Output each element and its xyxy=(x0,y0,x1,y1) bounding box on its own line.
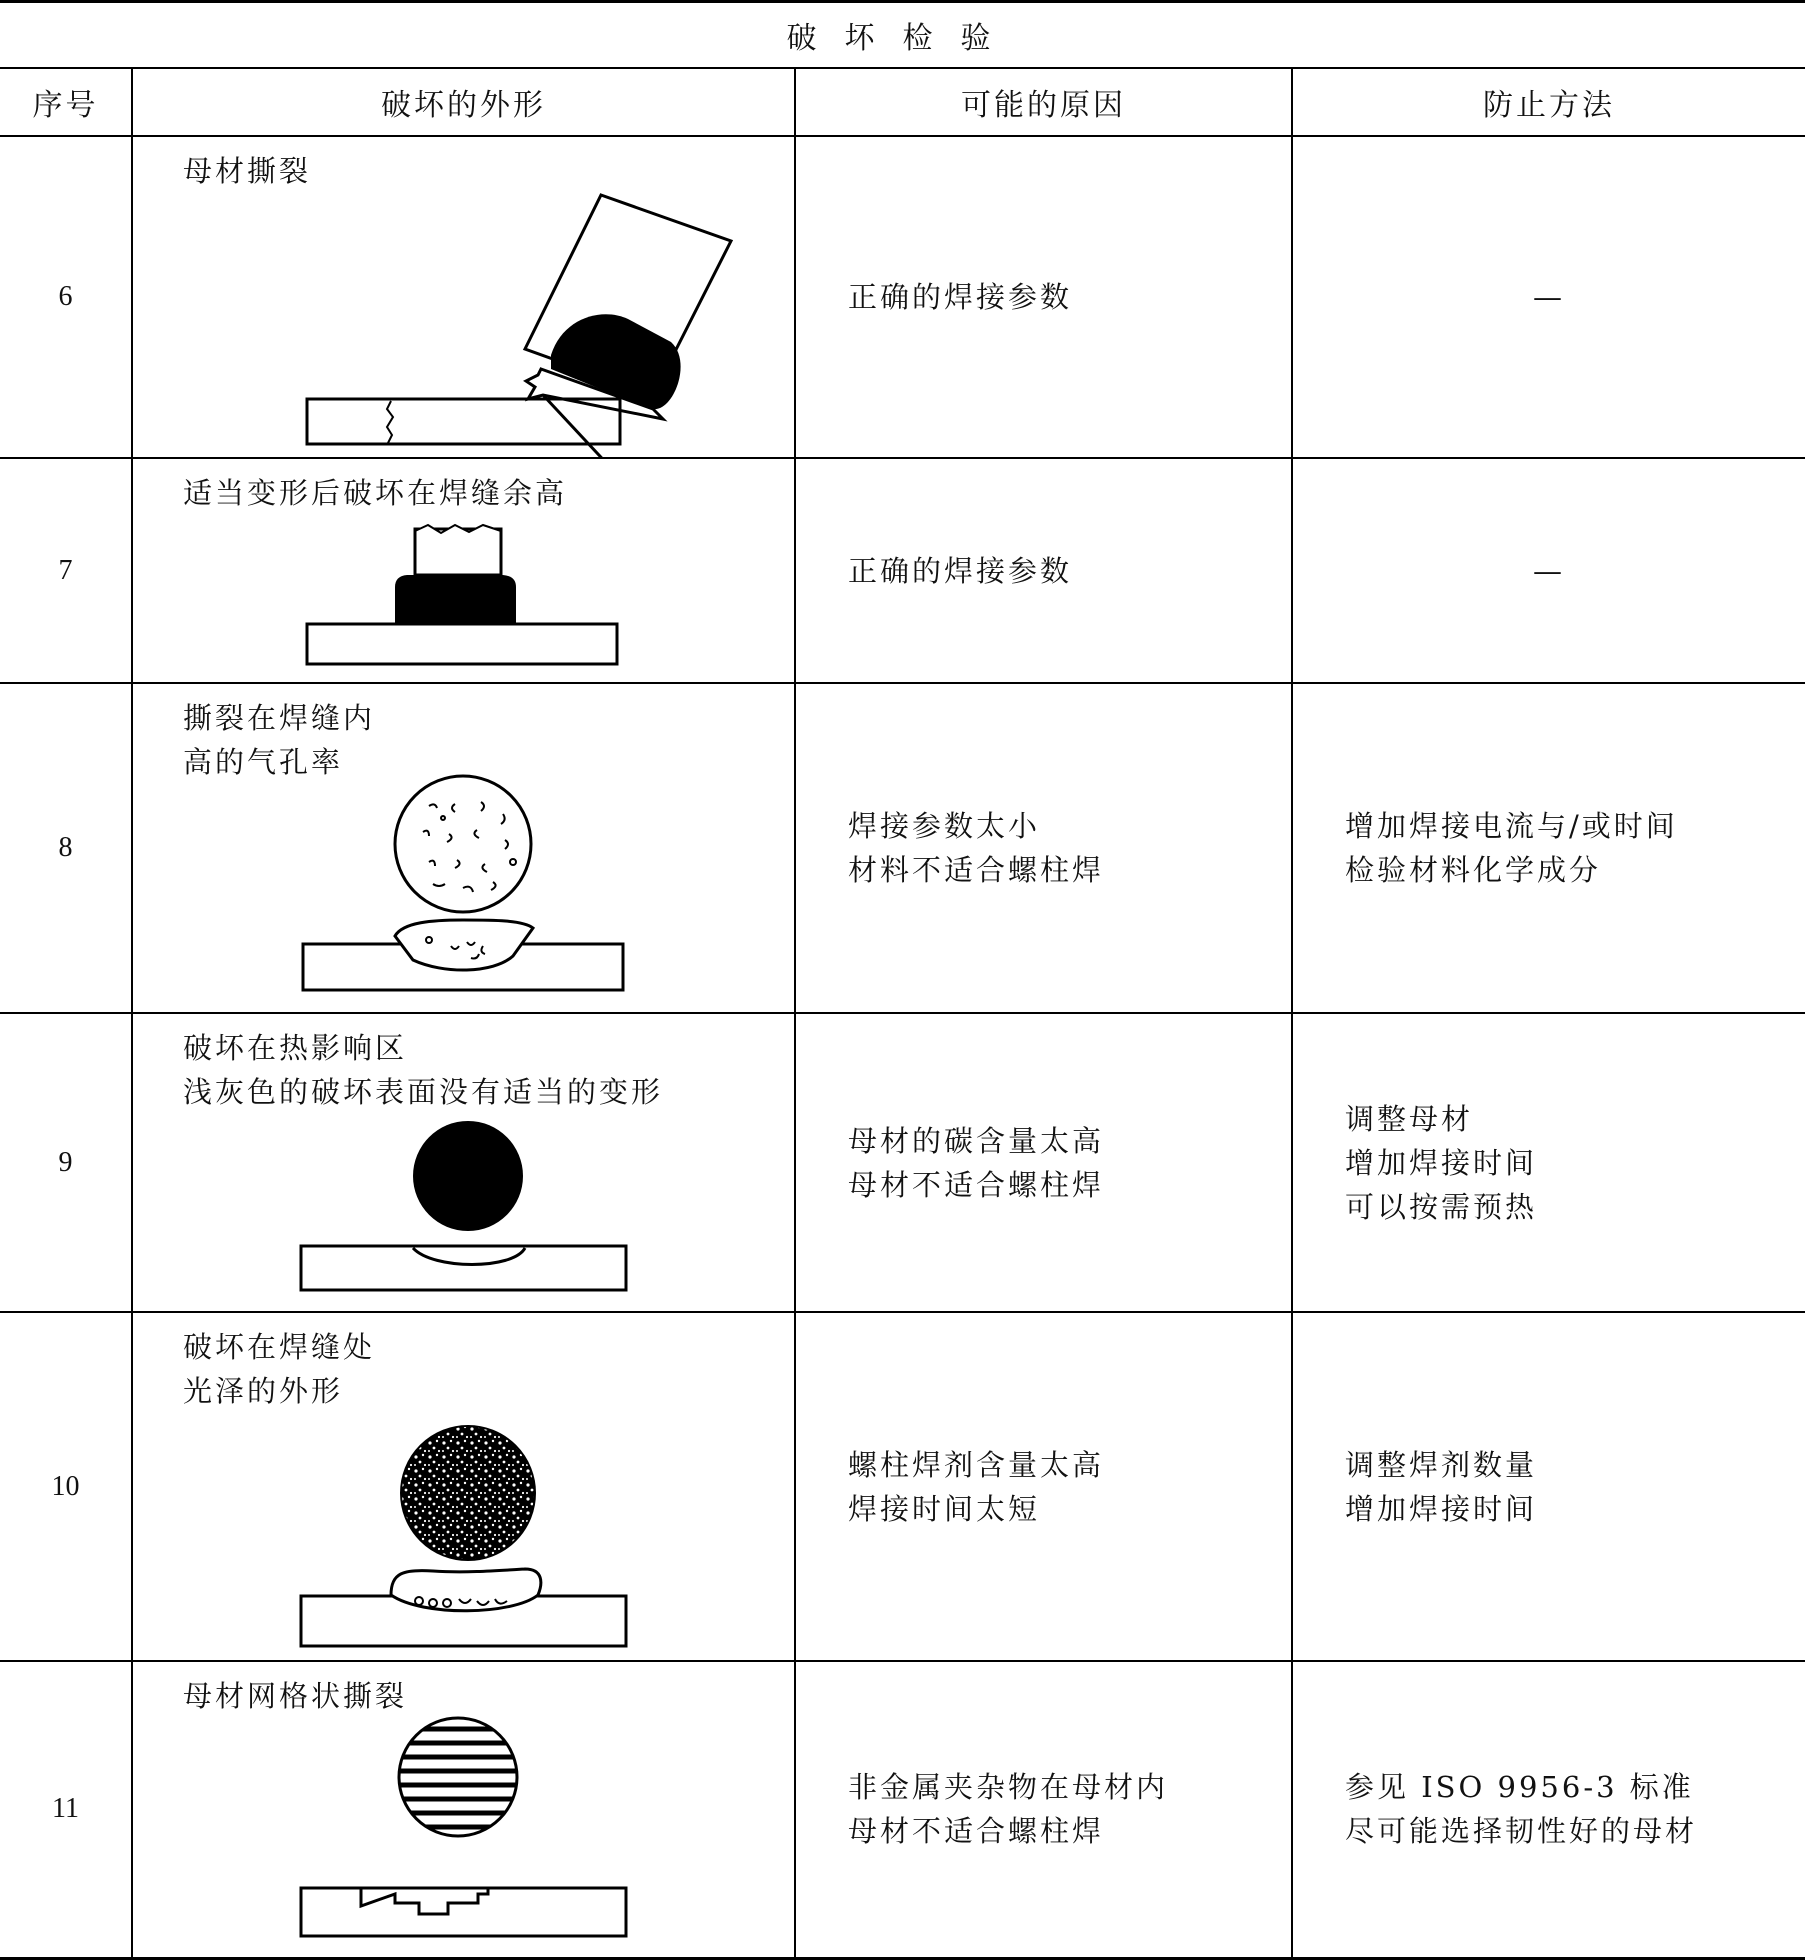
shape-line: 光泽的外形 xyxy=(183,1374,344,1408)
table-row xyxy=(0,1013,1805,1312)
header-number: 序号 xyxy=(0,68,132,136)
header-failure-shape: 破坏的外形 xyxy=(132,68,795,136)
cause-line: 焊接参数太小 xyxy=(848,809,1041,843)
cause-line: 螺柱焊剂含量太高 xyxy=(848,1447,1105,1482)
cause-line: 母材不适合螺柱焊 xyxy=(848,1814,1105,1849)
prevention-line: 检验材料化学成分 xyxy=(1345,853,1602,887)
prevention-line: 参见 ISO 9956-3 标准 xyxy=(1345,1770,1694,1805)
header-possible-cause: 可能的原因 xyxy=(795,68,1292,136)
failure-shape-cell xyxy=(132,1661,795,1958)
table-title: 破坏检验 xyxy=(0,2,1805,69)
cause-line: 材料不适合螺柱焊 xyxy=(848,853,1105,887)
prevention-line: 增加焊接时间 xyxy=(1345,1145,1538,1180)
cause-line: 母材不适合螺柱焊 xyxy=(848,1167,1105,1202)
cause-cell xyxy=(795,1312,1292,1661)
cause-line: 正确的焊接参数 xyxy=(848,553,1073,588)
shape-line: 母材撕裂 xyxy=(183,154,312,188)
cause-cell xyxy=(795,683,1292,1013)
prevention-cell xyxy=(1292,1013,1805,1312)
prevention-line: 尽可能选择韧性好的母材 xyxy=(1345,1814,1698,1849)
table-row xyxy=(0,683,1805,1013)
prevention-cell xyxy=(1292,1312,1805,1661)
row-number: 11 xyxy=(0,1661,132,1958)
prevention-line: — xyxy=(1533,280,1565,314)
prevention-line: 调整母材 xyxy=(1345,1101,1474,1136)
prevention-cell xyxy=(1292,683,1805,1013)
cause-line: 非金属夹杂物在母材内 xyxy=(848,1770,1169,1805)
prevention-line: 可以按需预热 xyxy=(1345,1189,1538,1224)
row-number: 7 xyxy=(0,458,132,683)
row-number: 8 xyxy=(0,683,132,1013)
shape-line: 适当变形后破坏在焊缝余高 xyxy=(183,476,568,510)
table-row xyxy=(0,136,1805,458)
cause-cell xyxy=(795,1013,1292,1312)
cause-cell xyxy=(795,458,1292,683)
shape-line: 破坏在焊缝处 xyxy=(183,1330,376,1364)
failure-shape-cell xyxy=(132,1312,795,1661)
prevention-line: 增加焊接时间 xyxy=(1345,1491,1538,1526)
header-prevention: 防止方法 xyxy=(1292,68,1805,136)
prevention-line: 调整焊剂数量 xyxy=(1345,1447,1538,1482)
cause-line: 正确的焊接参数 xyxy=(848,280,1073,314)
failure-shape-cell xyxy=(132,458,795,683)
shape-line: 撕裂在焊缝内 xyxy=(183,701,376,735)
row-number: 6 xyxy=(0,136,132,458)
table-row xyxy=(0,1312,1805,1661)
prevention-line: — xyxy=(1533,553,1565,588)
shape-line: 母材网格状撕裂 xyxy=(183,1679,408,1713)
prevention-cell xyxy=(1292,136,1805,458)
prevention-cell xyxy=(1292,1661,1805,1958)
shape-line: 浅灰色的破坏表面没有适当的变形 xyxy=(183,1075,664,1109)
prevention-cell xyxy=(1292,458,1805,683)
failure-shape-cell xyxy=(132,136,795,458)
prevention-line: 增加焊接电流与/或时间 xyxy=(1345,809,1678,843)
row-number: 10 xyxy=(0,1312,132,1661)
cause-cell xyxy=(795,136,1292,458)
cause-cell xyxy=(795,1661,1292,1958)
failure-shape-cell xyxy=(132,1013,795,1312)
row-number: 9 xyxy=(0,1013,132,1312)
cause-line: 焊接时间太短 xyxy=(848,1491,1041,1526)
table-row xyxy=(0,458,1805,683)
table-row xyxy=(0,1661,1805,1958)
shape-line: 高的气孔率 xyxy=(183,745,344,779)
shape-line: 破坏在热影响区 xyxy=(183,1031,408,1065)
failure-shape-cell xyxy=(132,683,795,1013)
cause-line: 母材的碳含量太高 xyxy=(848,1123,1105,1158)
